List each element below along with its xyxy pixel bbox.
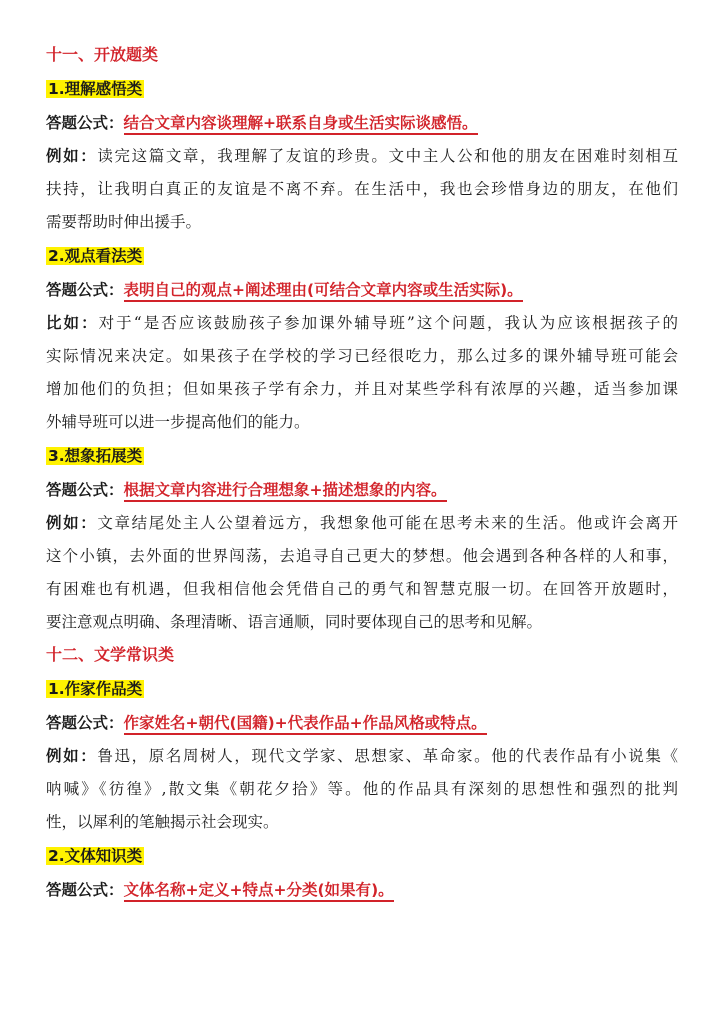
example-line: 这个小镇，去外面的世界闯荡，去追寻自己更大的梦想。他会遇到各种各样的人和事， xyxy=(46,547,678,565)
example-line xyxy=(46,512,678,534)
example-label: 比如： xyxy=(46,314,99,332)
example-label: 例如： xyxy=(46,147,98,165)
formula-text: 表明自己的观点+阐述理由(可结合文章内容或生活实际)。 xyxy=(124,281,523,302)
example-line: 扶持，让我明白真正的友谊是不离不弃。在生活中，我也会珍惜身边的朋友，在他们 xyxy=(46,180,678,198)
formula-label: 答题公式： xyxy=(46,281,124,299)
example-line: 要注意观点明确、条理清晰、语言通顺，同时要体现自己的思考和见解。 xyxy=(46,613,543,631)
subsection-title-row xyxy=(46,445,144,467)
example-line: 需要帮助时伸出援手。 xyxy=(46,213,202,231)
example-line: 呐喊》《彷徨》,散文集《朝花夕拾》等。他的作品具有深刻的思想性和强烈的批判 xyxy=(46,780,678,798)
subsection-title-row xyxy=(46,245,144,267)
subsection-title-row xyxy=(46,78,144,100)
formula-row xyxy=(46,712,487,734)
example-line: 实际情况来决定。如果孩子在学校的学习已经很吃力，那么过多的课外辅导班可能会 xyxy=(46,347,678,365)
example-line xyxy=(46,312,678,334)
example-line: 外辅导班可以进一步提高他们的能力。 xyxy=(46,413,310,431)
example-line: 性，以犀利的笔触揭示社会现实。 xyxy=(46,813,279,831)
example-text: 文章结尾处主人公望着远方，我想象他可能在思考未来的生活。他或许会离开 xyxy=(97,514,678,532)
example-line xyxy=(46,745,678,767)
subsection-title: 2.观点看法类 xyxy=(48,247,143,265)
example-line: 有困难也有机遇，但我相信他会凭借自己的勇气和智慧克服一切。在回答开放题时， xyxy=(46,580,678,598)
formula-row xyxy=(46,879,394,901)
subsection-title: 1.理解感悟类 xyxy=(48,80,143,98)
formula-text: 结合文章内容谈理解+联系自身或生活实际谈感悟。 xyxy=(124,114,478,135)
formula-text: 作家姓名+朝代(国籍)+代表作品+作品风格或特点。 xyxy=(124,714,487,735)
example-text: 对于“是否应该鼓励孩子参加课外辅导班”这个问题，我认为应该根据孩子的 xyxy=(98,314,678,332)
example-label: 例如： xyxy=(46,747,98,765)
formula-row xyxy=(46,112,478,134)
formula-label: 答题公式： xyxy=(46,114,124,132)
example-text: 读完这篇文章，我理解了友谊的珍贵。文中主人公和他的朋友在困难时刻相互 xyxy=(97,147,678,165)
section-heading: 十一、开放题类 xyxy=(46,45,159,64)
formula-label: 答题公式： xyxy=(46,481,124,499)
formula-row xyxy=(46,279,523,301)
section-heading: 十二、文学常识类 xyxy=(46,645,175,664)
subsection-title: 3.想象拓展类 xyxy=(48,447,143,465)
example-line: 增加他们的负担；但如果孩子学有余力，并且对某些学科有浓厚的兴趣，适当参加课 xyxy=(46,380,678,398)
formula-text: 文体名称+定义+特点+分类(如果有)。 xyxy=(124,881,394,902)
subsection-title: 2.文体知识类 xyxy=(48,847,143,865)
formula-row xyxy=(46,479,447,501)
formula-text: 根据文章内容进行合理想象+描述想象的内容。 xyxy=(124,481,447,502)
example-label: 例如： xyxy=(46,514,98,532)
formula-label: 答题公式： xyxy=(46,714,124,732)
example-line xyxy=(46,145,678,167)
example-text: 鲁迅，原名周树人，现代文学家、思想家、革命家。他的代表作品有小说集《 xyxy=(97,747,678,765)
subsection-title-row xyxy=(46,845,144,867)
subsection-title-row xyxy=(46,678,144,700)
formula-label: 答题公式： xyxy=(46,881,124,899)
subsection-title: 1.作家作品类 xyxy=(48,680,143,698)
